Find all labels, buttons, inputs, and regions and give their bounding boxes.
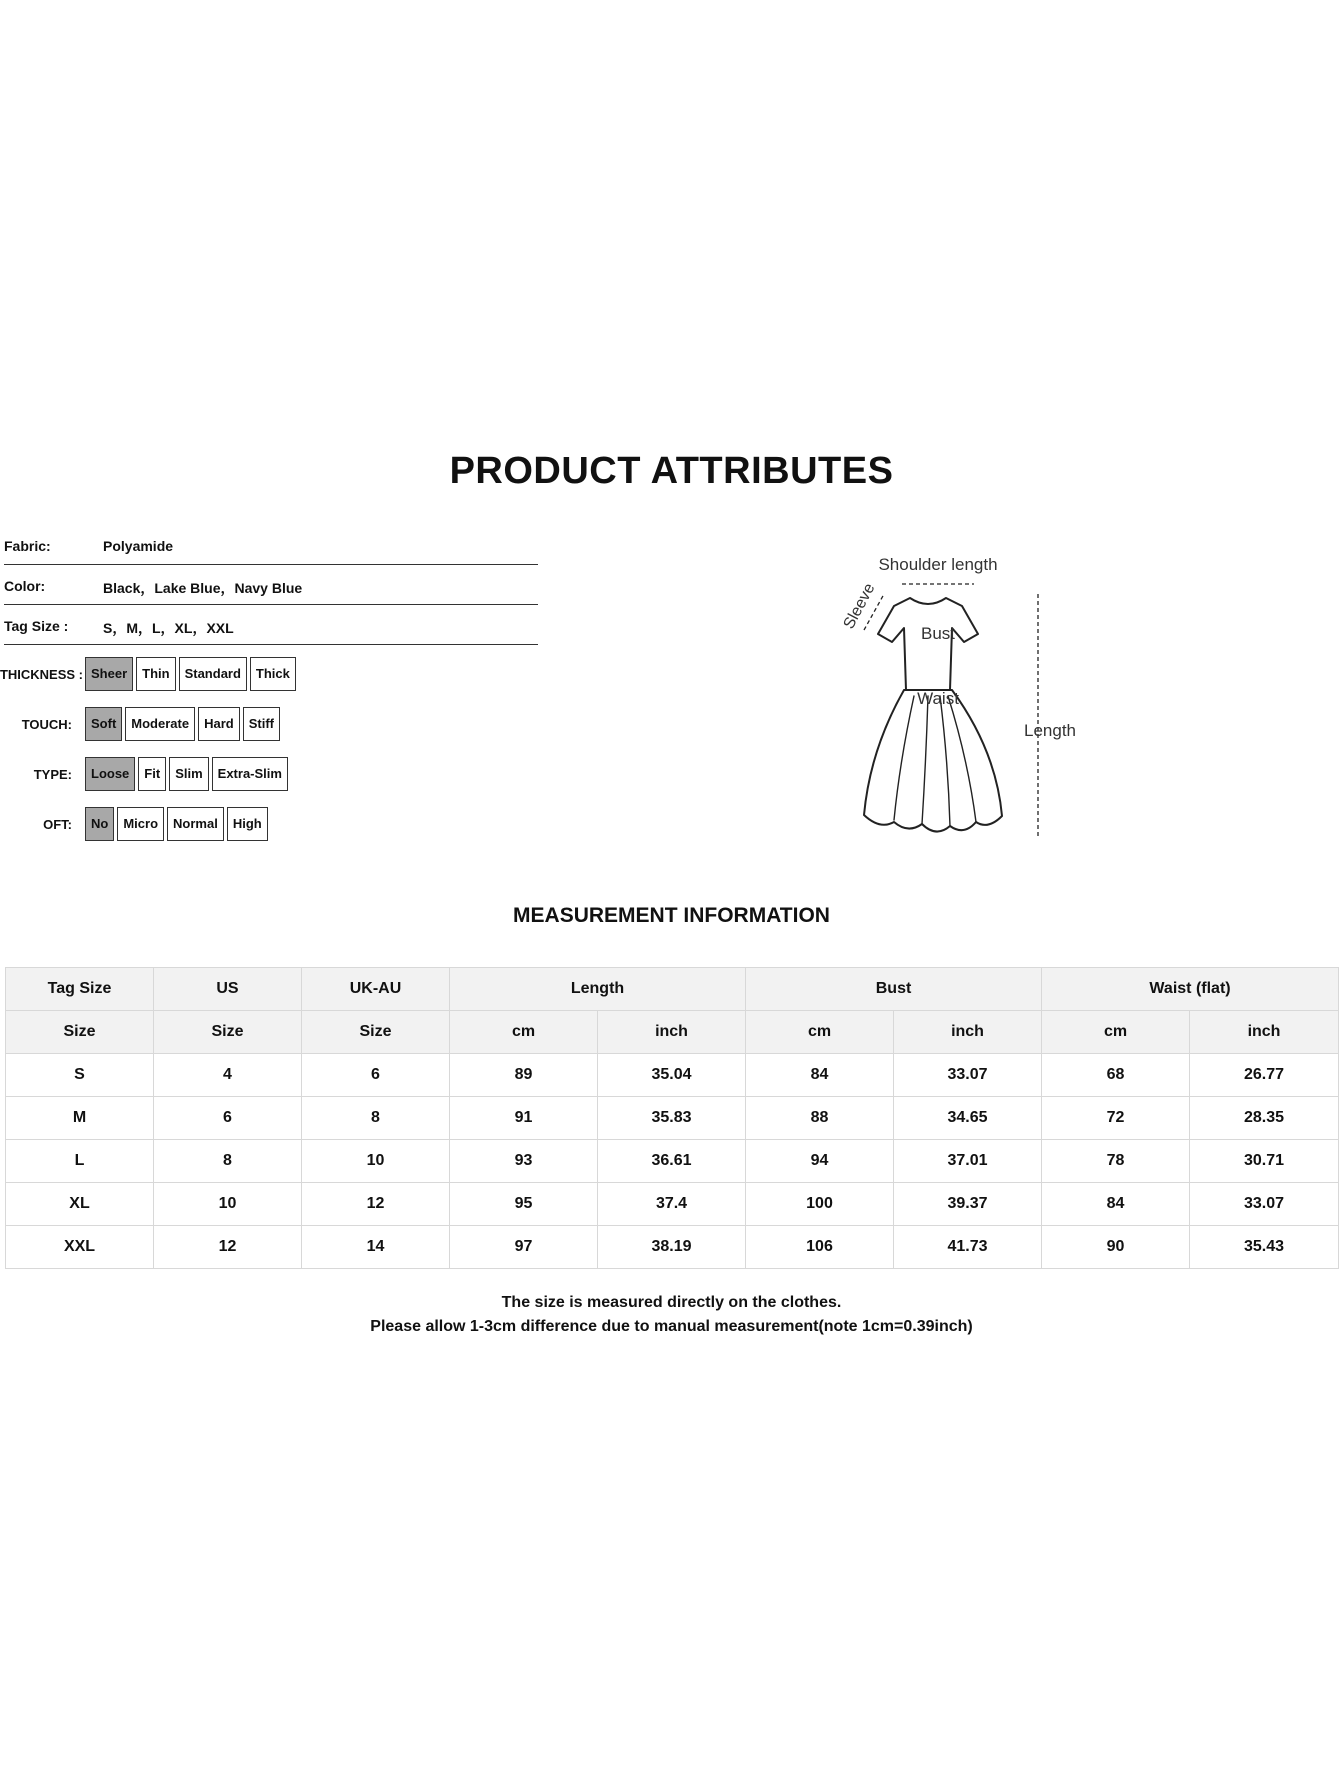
table-cell: 78 bbox=[1042, 1140, 1190, 1183]
measurement-disclaimer: Please allow 1-3cm difference due to manual measurement(note 1cm=0.39inch) bbox=[370, 1318, 973, 1335]
table-subheader-row bbox=[6, 1011, 1339, 1054]
column-unit-header: cm bbox=[1042, 1011, 1190, 1054]
column-group-header: Tag Size bbox=[6, 968, 154, 1011]
table-cell: 26.77 bbox=[1190, 1054, 1339, 1097]
scale-option: Extra-Slim bbox=[212, 757, 288, 791]
table-cell: 28.35 bbox=[1190, 1097, 1339, 1140]
scale-option: Hard bbox=[198, 707, 240, 741]
column-unit-header: inch bbox=[894, 1011, 1042, 1054]
table-cell: 12 bbox=[154, 1226, 302, 1269]
table-cell: XXL bbox=[6, 1226, 154, 1269]
attribute-value: Black，Lake Blue，Navy Blue bbox=[103, 580, 303, 596]
column-unit-header: inch bbox=[1190, 1011, 1339, 1054]
attribute-label: Tag Size : bbox=[4, 618, 69, 634]
column-unit-header: cm bbox=[450, 1011, 598, 1054]
scale-label: OFT: bbox=[43, 817, 72, 832]
dress-skirt-outline bbox=[864, 690, 1002, 832]
table-cell: 91 bbox=[450, 1097, 598, 1140]
table-cell: 94 bbox=[746, 1140, 894, 1183]
table-cell: 33.07 bbox=[894, 1054, 1042, 1097]
attribute-fabric bbox=[4, 525, 538, 565]
table-cell: 88 bbox=[746, 1097, 894, 1140]
table-cell: 6 bbox=[154, 1097, 302, 1140]
size-chart-table bbox=[5, 967, 1339, 1269]
table-cell: 8 bbox=[154, 1140, 302, 1183]
table-cell: 95 bbox=[450, 1183, 598, 1226]
scale-label: TOUCH: bbox=[21, 717, 72, 732]
table-cell: 39.37 bbox=[894, 1183, 1042, 1226]
table-cell: L bbox=[6, 1140, 154, 1183]
shoulder-length-label: Shoulder length bbox=[878, 555, 998, 574]
column-unit-header: Size bbox=[6, 1011, 154, 1054]
table-row bbox=[6, 1054, 1339, 1097]
measurement-note: The size is measured directly on the clothes. bbox=[501, 1294, 842, 1311]
table-cell: 12 bbox=[302, 1183, 450, 1226]
scale-option: Normal bbox=[167, 807, 224, 841]
scale-label: THICKNESS : bbox=[0, 667, 83, 682]
table-cell: 37.01 bbox=[894, 1140, 1042, 1183]
scale-option: Thick bbox=[250, 657, 296, 691]
scale-option: High bbox=[227, 807, 268, 841]
table-cell: XL bbox=[6, 1183, 154, 1226]
dress-skirt-folds bbox=[894, 696, 976, 826]
length-label: Length bbox=[1024, 721, 1076, 740]
dress-bodice-outline bbox=[878, 598, 978, 690]
scale-option: Standard bbox=[179, 657, 247, 691]
table-cell: S bbox=[6, 1054, 154, 1097]
table-row bbox=[6, 1226, 1339, 1269]
scale-option: No bbox=[85, 807, 114, 841]
scale-option: Stiff bbox=[243, 707, 280, 741]
table-cell: 35.04 bbox=[598, 1054, 746, 1097]
column-unit-header: Size bbox=[302, 1011, 450, 1054]
table-row bbox=[6, 1183, 1339, 1226]
page-title: PRODUCT ATTRIBUTES bbox=[449, 450, 894, 492]
attribute-label: Color: bbox=[4, 578, 46, 594]
scale-option: Sheer bbox=[85, 657, 133, 691]
column-unit-header: inch bbox=[598, 1011, 746, 1054]
table-cell: 35.43 bbox=[1190, 1226, 1339, 1269]
attribute-value: S，M，L，XL，XXL bbox=[103, 620, 234, 636]
table-cell: 36.61 bbox=[598, 1140, 746, 1183]
table-cell: 41.73 bbox=[894, 1226, 1042, 1269]
column-group-header: Waist (flat) bbox=[1042, 968, 1339, 1011]
column-unit-header: Size bbox=[154, 1011, 302, 1054]
scale-option: Fit bbox=[138, 757, 166, 791]
sleeve-label: Sleeve bbox=[840, 580, 879, 632]
table-cell: 10 bbox=[154, 1183, 302, 1226]
table-cell: 34.65 bbox=[894, 1097, 1042, 1140]
scale-option: Moderate bbox=[125, 707, 195, 741]
table-cell: 37.4 bbox=[598, 1183, 746, 1226]
table-cell: 84 bbox=[1042, 1183, 1190, 1226]
table-cell: 72 bbox=[1042, 1097, 1190, 1140]
table-cell: 8 bbox=[302, 1097, 450, 1140]
attribute-color bbox=[4, 565, 538, 605]
attribute-value: Polyamide bbox=[103, 538, 174, 554]
column-group-header: Bust bbox=[746, 968, 1042, 1011]
dress-measurement-diagram bbox=[830, 550, 1090, 850]
table-cell: 14 bbox=[302, 1226, 450, 1269]
scale-option: Slim bbox=[169, 757, 208, 791]
table-header-row bbox=[6, 968, 1339, 1011]
scale-option: Thin bbox=[136, 657, 175, 691]
scale-label: TYPE: bbox=[33, 767, 72, 782]
table-cell: 6 bbox=[302, 1054, 450, 1097]
table-cell: 10 bbox=[302, 1140, 450, 1183]
column-group-header: Length bbox=[450, 968, 746, 1011]
column-group-header: US bbox=[154, 968, 302, 1011]
table-cell: 97 bbox=[450, 1226, 598, 1269]
table-cell: 89 bbox=[450, 1054, 598, 1097]
table-cell: 33.07 bbox=[1190, 1183, 1339, 1226]
scale-option: Soft bbox=[85, 707, 122, 741]
table-cell: 38.19 bbox=[598, 1226, 746, 1269]
measurement-title: MEASUREMENT INFORMATION bbox=[513, 904, 830, 927]
table-cell: 4 bbox=[154, 1054, 302, 1097]
table-cell: 90 bbox=[1042, 1226, 1190, 1269]
table-row bbox=[6, 1140, 1339, 1183]
table-cell: 68 bbox=[1042, 1054, 1190, 1097]
table-cell: M bbox=[6, 1097, 154, 1140]
column-group-header: UK-AU bbox=[302, 968, 450, 1011]
table-cell: 100 bbox=[746, 1183, 894, 1226]
table-cell: 35.83 bbox=[598, 1097, 746, 1140]
scale-option: Micro bbox=[117, 807, 164, 841]
divider bbox=[4, 644, 538, 645]
table-cell: 84 bbox=[746, 1054, 894, 1097]
table-cell: 93 bbox=[450, 1140, 598, 1183]
scale-option: Loose bbox=[85, 757, 135, 791]
table-cell: 106 bbox=[746, 1226, 894, 1269]
column-unit-header: cm bbox=[746, 1011, 894, 1054]
attribute-tag-size bbox=[4, 605, 538, 645]
attribute-label: Fabric: bbox=[4, 538, 51, 554]
bust-label: Bust bbox=[920, 624, 956, 643]
table-row bbox=[6, 1097, 1339, 1140]
table-cell: 30.71 bbox=[1190, 1140, 1339, 1183]
waist-label: Waist bbox=[917, 689, 959, 708]
